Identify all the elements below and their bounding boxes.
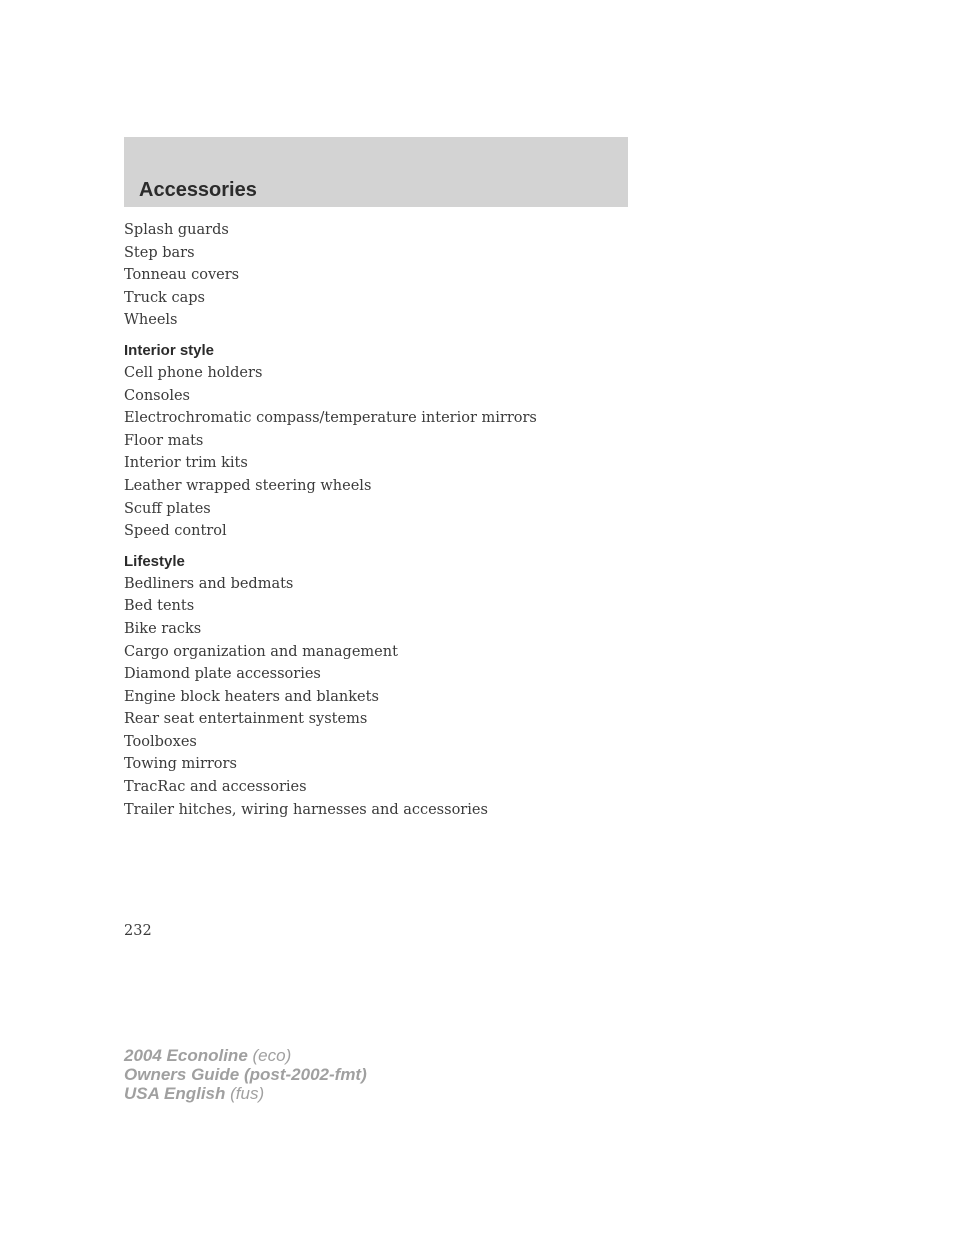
footer-model-code: (eco) [252, 1046, 292, 1065]
footer-line-guide [124, 1065, 367, 1084]
list-item: Electrochromatic compass/temperature interior mirrors [124, 410, 537, 427]
footer-guide: Owners Guide (post-2002-fmt) [124, 1065, 367, 1084]
section-interior-style [124, 340, 724, 543]
footer-language: USA English [124, 1084, 226, 1103]
section-lifestyle [124, 551, 724, 822]
list-item: Towing mirrors [124, 756, 237, 773]
list-item: Bedliners and bedmats [124, 575, 294, 592]
list-item: Cargo organization and management [124, 643, 398, 660]
list-item: TracRac and accessories [124, 779, 307, 796]
subheading-lifestyle: Lifestyle [124, 552, 185, 570]
section-exterior [124, 219, 724, 332]
footer-language-code: (fus) [230, 1084, 265, 1103]
list-item: Toolboxes [124, 733, 197, 750]
list-item: Step bars [124, 244, 195, 261]
list-item: Cell phone holders [124, 364, 263, 381]
list-item: Engine block heaters and blankets [124, 688, 379, 705]
subheading-interior-style: Interior style [124, 341, 215, 359]
footer-model: 2004 Econoline [124, 1046, 248, 1065]
list-item: Bike racks [124, 620, 202, 637]
footer-line-model [124, 1046, 367, 1065]
list-item: Interior trim kits [124, 455, 248, 472]
list-item: Rear seat entertainment systems [124, 711, 368, 728]
list-item: Trailer hitches, wiring harnesses and accessories [124, 801, 488, 818]
list-item: Bed tents [124, 598, 195, 615]
section-header-band [124, 137, 628, 207]
accessory-list [124, 219, 724, 821]
footer-line-language [124, 1084, 367, 1103]
list-item: Truck caps [124, 289, 205, 306]
list-item: Wheels [124, 312, 178, 329]
page-title: Accessories [139, 179, 257, 201]
list-item: Speed control [124, 523, 227, 540]
list-item: Consoles [124, 387, 190, 404]
list-item: Scuff plates [124, 500, 211, 517]
document-footer [124, 1046, 367, 1103]
list-item: Floor mats [124, 432, 204, 449]
list-item: Tonneau covers [124, 267, 240, 284]
list-item: Diamond plate accessories [124, 666, 321, 683]
page-number: 232 [124, 923, 152, 939]
list-item: Leather wrapped steering wheels [124, 477, 372, 494]
list-item: Splash guards [124, 222, 229, 238]
